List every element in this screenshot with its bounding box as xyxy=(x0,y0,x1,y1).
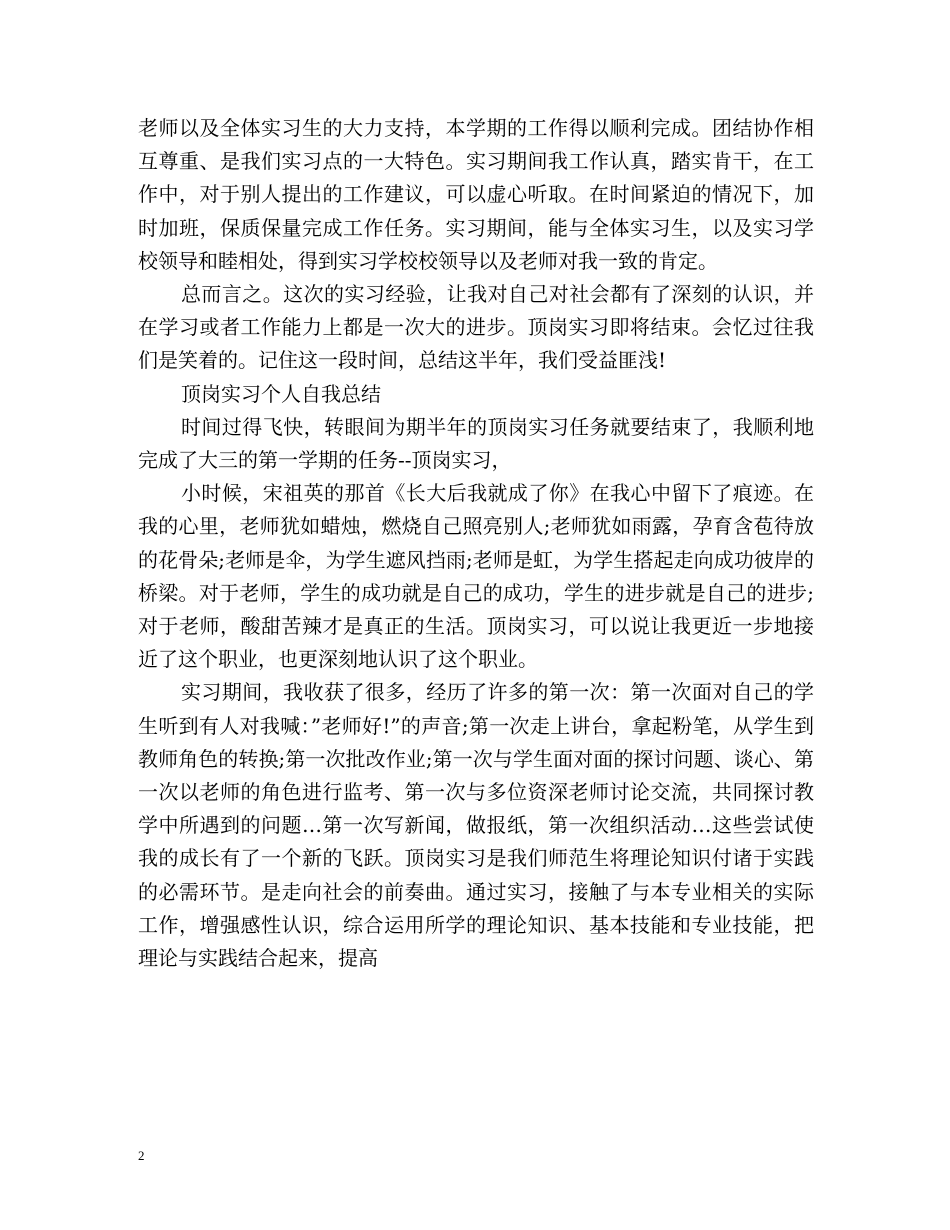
document-body xyxy=(138,112,814,975)
paragraph-3: 时间过得飞快，转眼间为期半年的顶岗实习任务就要结束了，我顺利地完成了大三的第一学期的任务--顶岗实习， xyxy=(138,414,814,473)
page-number: 2 xyxy=(138,1148,145,1163)
paragraph-5: 实习期间，我收获了很多，经历了许多的第一次：第一次面对自己的学生听到有人对我喊：”老师好!”的声音;第一次走上讲台，拿起粉笔，从学生到教师角色的转换;第一次批改作业;第一次与学生面对面的探讨问题、谈心、第一次以老师的角色进行监考、第一次与多位资深老师讨论交流，共同探讨教学中所遇到的问题…第一次写新闻，做报纸，第一次组织活动…这些尝试使我的成长有了一个新的飞跃。顶岗实习是我们师范生将理论知识付诸于实践的必需环节。是走向社会的前奏曲。通过实习，接触了与本专业相关的实际工作，增强感性认识，综合运用所学的理论知识、基本技能和专业技能，把理论与实践结合起来，提高 xyxy=(138,680,814,971)
section-heading: 顶岗实习个人自我总结 xyxy=(181,381,381,406)
paragraph-1: 老师以及全体实习生的大力支持，本学期的工作得以顺利完成。团结协作相互尊重、是我们实习点的一大特色。实习期间我工作认真，踏实肯干，在工作中，对于别人提出的工作建议，可以虚心听取。在时间紧迫的情况下，加时加班，保质保量完成工作任务。实习期间，能与全体实习生，以及实习学校领导和睦相处，得到实习学校校领导以及老师对我一致的肯定。 xyxy=(138,116,814,273)
paragraph-2: 总而言之。这次的实习经验，让我对自己对社会都有了深刻的认识，并在学习或者工作能力上都是一次大的进步。顶岗实习即将结束。会忆过往我们是笑着的。记住这一段时间，总结这半年，我们受益匪浅! xyxy=(138,282,814,373)
paragraph-4: 小时候，宋祖英的那首《长大后我就成了你》在我心中留下了痕迹。在我的心里，老师犹如蜡烛，燃烧自己照亮别人;老师犹如雨露，孕育含苞待放的花骨朵;老师是伞，为学生遮风挡雨;老师是虹，为学生搭起走向成功彼岸的桥梁。对于老师，学生的成功就是自己的成功，学生的进步就是自己的进步;对于老师，酸甜苦辣才是真正的生活。顶岗实习，可以说让我更近一步地接近了这个职业，也更深刻地认识了这个职业。 xyxy=(138,481,814,672)
